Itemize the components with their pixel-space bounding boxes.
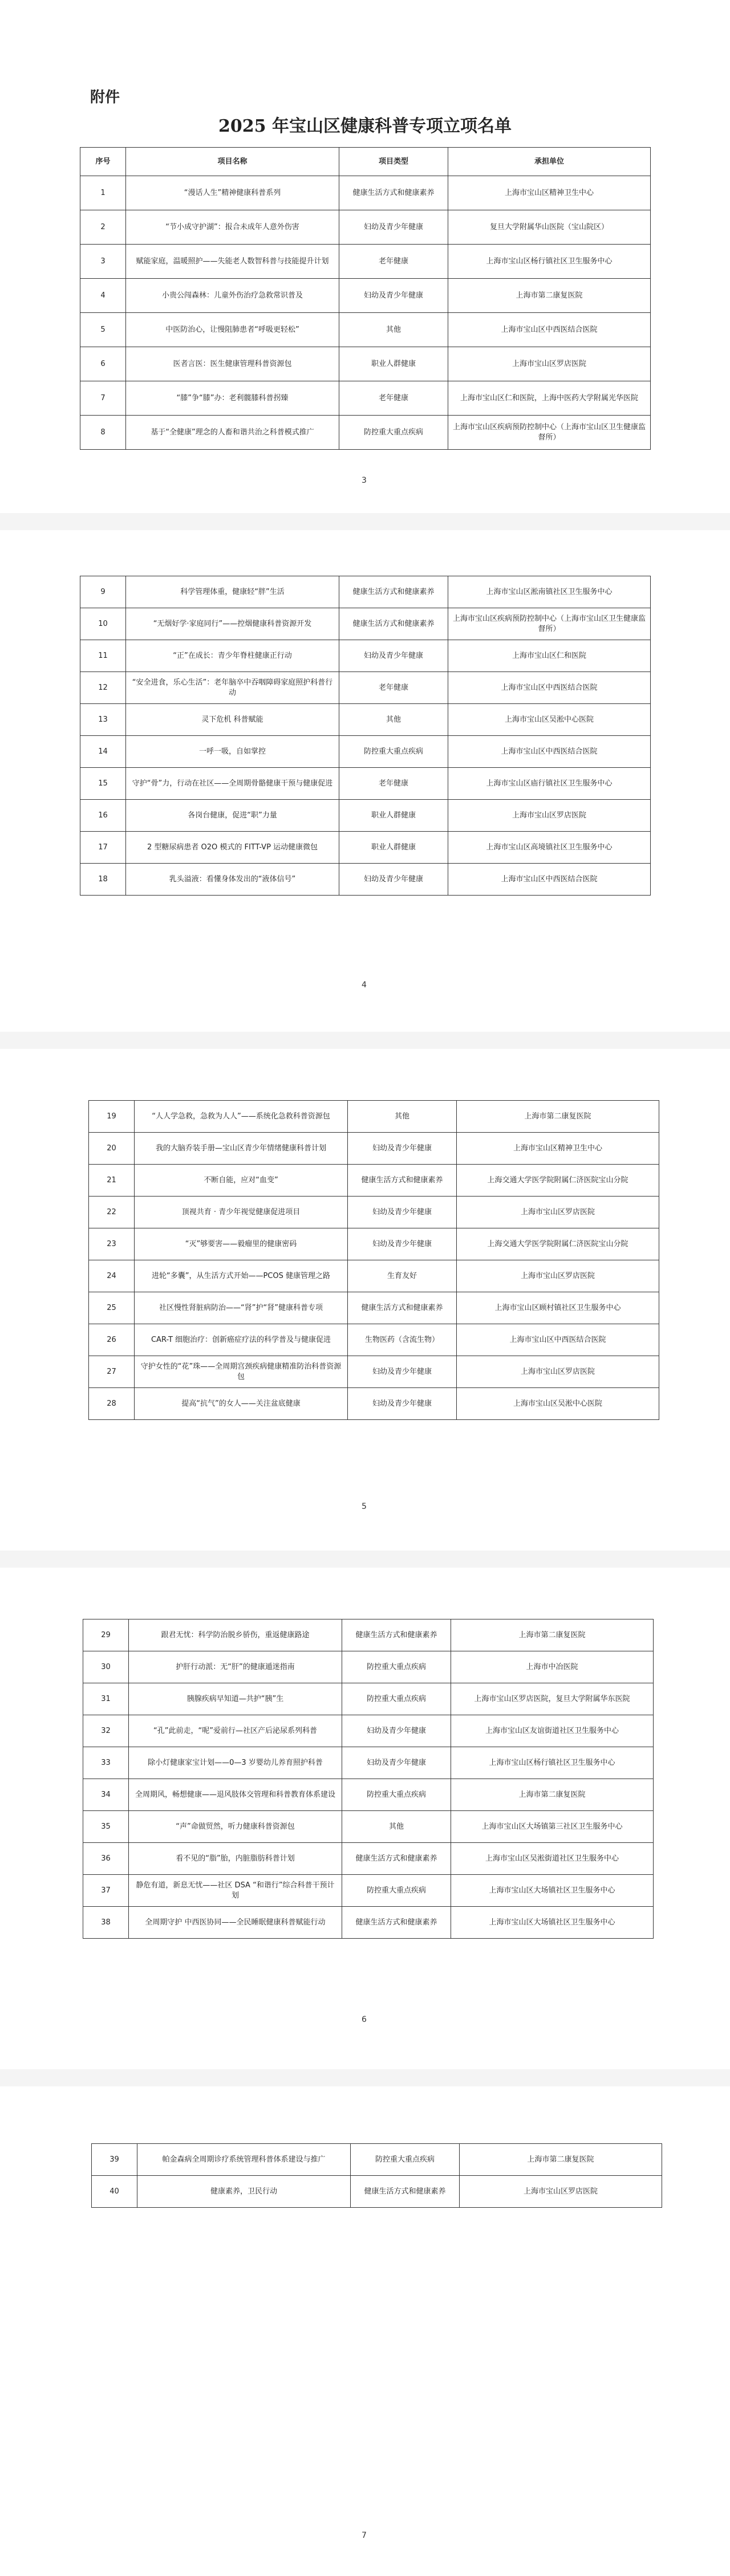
header-type: 项目类型: [339, 148, 448, 176]
table-row: 33 除小灯健康家宝计划——0—3 岁婴幼儿养育照护科普 妇幼及青少年健康 上海市宝山区杨行镇社区卫生服务中心: [83, 1747, 654, 1779]
table-row: 13 灵下危机 科普赋能 其他 上海市宝山区吴淞中心医院: [80, 704, 651, 736]
project-table-page-3: [80, 147, 651, 450]
table-row: 26 CAR-T 细胞治疗：创新癌症疗法的科学普及与健康促进 生物医药（含流生物） 上海市宝山区中西医结合医院: [89, 1324, 659, 1356]
table-row: 39 帕金森病全周期诊疗系统管理科普体系建设与推广 防控重大重点疾病 上海市第二康复医院: [92, 2144, 662, 2176]
header-name: 项目名称: [126, 148, 339, 176]
table-row: 14 一呼一吸，自如掌控 防控重大重点疾病 上海市宝山区中西医结合医院: [80, 736, 651, 768]
table-row: 28 提高“抗气”的女人——关注盆底健康 妇幼及青少年健康 上海市宝山区吴淞中心医院: [89, 1388, 659, 1420]
table-row: 24 进轮“多囊”，从生活方式开始——PCOS 健康管理之路 生育友好 上海市宝山区罗店医院: [89, 1260, 659, 1292]
table-row: 34 全周期风，畅想健康——退风肢体交管理和科普教育体系建设 防控重大重点疾病 上海市第二康复医院: [83, 1779, 654, 1811]
table-row: 16 各岗台健康，促进“职”力量 职业人群健康 上海市宝山区罗店医院: [80, 800, 651, 832]
project-table-page-6: [83, 1619, 654, 1939]
table-row: 23 “灭”够要害——毅瘤里的健康密码 妇幼及青少年健康 上海交通大学医学院附属仁济医院宝山分院: [89, 1228, 659, 1260]
table-row: 4 小贵公闯森林：儿童外伤治疗急救常识普及 妇幼及青少年健康 上海市第二康复医院: [80, 279, 651, 313]
table-row: 7 “膝”争“膝”办：老利髋膝科普拐臻 老年健康 上海市宝山区仁和医院，上海中医药大学附属光华医院: [80, 381, 651, 416]
page-number: 7: [362, 2531, 367, 2540]
table-row: 8 基于“全健康”理念的人畜和谐共治之科普模式推广 防控重大重点疾病 上海市宝山区疾病预防控制中心（上海市宝山区卫生健康监督所）: [80, 416, 651, 450]
table-row: 3 赋能家庭，温暖照护——失能老人数智科普与技能提升计划 老年健康 上海市宝山区杨行镇社区卫生服务中心: [80, 245, 651, 279]
project-table-page-4: [80, 576, 651, 896]
table-row: 9 科学管理体重，健康轻“胖”生活 健康生活方式和健康素养 上海市宝山区淞南镇社区卫生服务中心: [80, 576, 651, 608]
table-row: 35 “声”命做贸然，听力健康科普资源包 其他 上海市宝山区大场镇第三社区卫生服务中心: [83, 1811, 654, 1843]
table-row: 21 不断自能，应对“血变” 健康生活方式和健康素养 上海交通大学医学院附属仁济医院宝山分院: [89, 1165, 659, 1197]
table-row: 17 2 型糖尿病患者 O2O 模式的 FITT-VP 运动健康微包 职业人群健康 上海市宝山区高境镇社区卫生服务中心: [80, 832, 651, 864]
table-row: 19 “人人学急救，急救为人人”——系统化急救科普资源包 其他 上海市第二康复医院: [89, 1101, 659, 1133]
page-number: 6: [362, 2015, 367, 2024]
attachment-label: 附件: [90, 89, 120, 106]
table-row: 25 社区慢性肾脏病防治——“肾”护“肾”健康科普专项 健康生活方式和健康素养 上海市宝山区顾村镇社区卫生服务中心: [89, 1292, 659, 1324]
table-row: 20 我的大脑乔装手册—宝山区青少年情绪健康科普计划 妇幼及青少年健康 上海市宝山区精神卫生中心: [89, 1133, 659, 1165]
table-row: 30 护肝行动派：无“肝”的健康遁迷指南 防控重大重点疾病 上海市中冶医院: [83, 1651, 654, 1683]
header-no: 序号: [80, 148, 126, 176]
page-number: 3: [362, 476, 367, 485]
table-row: 15 守护“骨”力，行动在社区——全周期骨骼健康干预与健康促进 老年健康 上海市宝山区庙行镇社区卫生服务中心: [80, 768, 651, 800]
header-org: 承担单位: [448, 148, 651, 176]
document-title: 2025 年宝山区健康科普专项立项名单: [218, 116, 512, 136]
page-number: 4: [362, 980, 367, 990]
project-table-page-7: [91, 2143, 662, 2208]
table-row: 29 跟君无忧：科学防治脱乡骄伤，重返健康路途 健康生活方式和健康素养 上海市第二康复医院: [83, 1619, 654, 1651]
table-row: 31 胰腺疾病早知道—共护“胰”生 防控重大重点疾病 上海市宝山区罗店医院，复旦大学附属华东医院: [83, 1683, 654, 1715]
table-row: 22 顶视共育 · 青少年视觉健康促进项目 妇幼及青少年健康 上海市宝山区罗店医院: [89, 1197, 659, 1228]
table-row: 27 守护女性的“花”珠——全周期宫颈疾病健康精准防治科普资源包 妇幼及青少年健康 上海市宝山区罗店医院: [89, 1356, 659, 1388]
table-row: 5 中医防治心，让慢阻肺患者“呼吸更轻松” 其他 上海市宝山区中西医结合医院: [80, 313, 651, 347]
table-row: 11 “正”在成长：青少年脊柱健康正行动 妇幼及青少年健康 上海市宝山区仁和医院: [80, 640, 651, 672]
page-number: 5: [362, 1502, 367, 1511]
table-row: 36 看不见的“脂”胎，内脏脂肪科普计划 健康生活方式和健康素养 上海市宝山区吴淞街道社区卫生服务中心: [83, 1843, 654, 1875]
table-row: 6 医者言医：医生健康管理科普资源包 职业人群健康 上海市宝山区罗店医院: [80, 347, 651, 381]
table-row: 12 “安全进食，乐心生活”：老年脑卒中吞咽障碍家庭照护科普行动 老年健康 上海市宝山区中西医结合医院: [80, 672, 651, 704]
table-row: 10 “无烟好学·家庭同行”——控烟健康科普资源开发 健康生活方式和健康素养 上海市宝山区疾病预防控制中心（上海市宝山区卫生健康监督所）: [80, 608, 651, 640]
project-table-page-5: [88, 1100, 659, 1420]
table-row: 32 “孔”此前走，“呢”爱前行—社区产后泌尿系列科普 妇幼及青少年健康 上海市宝山区友谊街道社区卫生服务中心: [83, 1715, 654, 1747]
table-row: 18 乳头溢液：看懂身体发出的“液体信号” 妇幼及青少年健康 上海市宝山区中西医结合医院: [80, 864, 651, 896]
table-row: 40 健康素养，卫民行动 健康生活方式和健康素养 上海市宝山区罗店医院: [92, 2176, 662, 2208]
table-row: 2 “节小成守护湖”：报合未成年人意外伤害 妇幼及青少年健康 复旦大学附属华山医院（宝山院区）: [80, 210, 651, 245]
table-row: 38 全周期守护 中西医协同——全民睡眠健康科普赋能行动 健康生活方式和健康素养 上海市宝山区大场镇社区卫生服务中心: [83, 1907, 654, 1939]
table-row: 1 “漫话人生”精神健康科普系列 健康生活方式和健康素养 上海市宝山区精神卫生中心: [80, 176, 651, 210]
table-row: 37 静危有道，新息无忧——社区 DSA “和谐行”综合科普干预计划 防控重大重点疾病 上海市宝山区大场镇社区卫生服务中心: [83, 1875, 654, 1907]
